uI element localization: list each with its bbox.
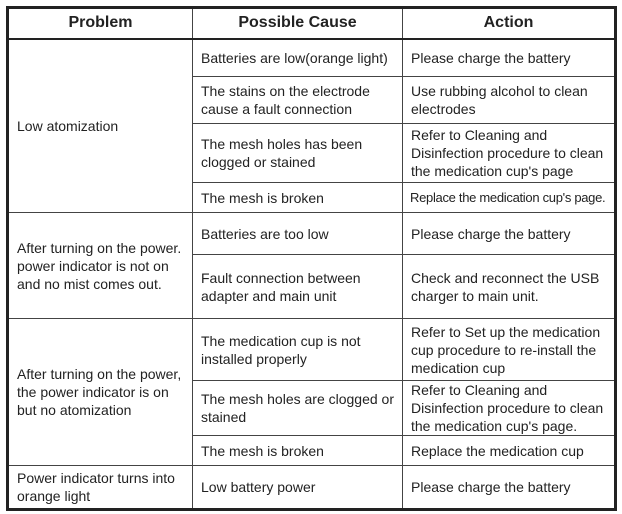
cause-cell: The medication cup is not installed properly — [193, 319, 403, 381]
cause-cell: Batteries are too low — [193, 213, 403, 255]
table-row — [8, 319, 616, 381]
problem-cell: After turning on the power, the power indicator is on but no atomization — [8, 319, 193, 466]
problem-cell: After turning on the power. power indicator is not on and no mist comes out. — [8, 213, 193, 319]
cause-cell: The stains on the electrode cause a fault connection — [193, 77, 403, 124]
header-action: Action — [403, 8, 616, 39]
cause-cell: Low battery power — [193, 466, 403, 510]
action-cell: Please charge the battery — [403, 213, 616, 255]
action-cell: Please charge the battery — [403, 39, 616, 77]
header-row — [8, 8, 616, 39]
problem-cell: Low atomization — [8, 39, 193, 213]
action-cell: Replace the medication cup — [403, 436, 616, 466]
cause-cell: The mesh is broken — [193, 436, 403, 466]
table-row — [8, 213, 616, 255]
action-cell: Use rubbing alcohol to clean electrodes — [403, 77, 616, 124]
action-cell: Replace the medication cup's page. — [403, 183, 616, 213]
action-cell: Refer to Cleaning and Disinfection procedure to clean the medication cup's page — [403, 124, 616, 183]
action-cell: Refer to Cleaning and Disinfection procedure to clean the medication cup's page. — [403, 381, 616, 436]
cause-cell: The mesh is broken — [193, 183, 403, 213]
header-problem: Problem — [8, 8, 193, 39]
action-cell: Refer to Set up the medication cup procedure to re-install the medication cup — [403, 319, 616, 381]
cause-cell: The mesh holes has been clogged or stained — [193, 124, 403, 183]
problem-cell: Power indicator turns into orange light — [8, 466, 193, 510]
table-row — [8, 39, 616, 77]
header-cause: Possible Cause — [193, 8, 403, 39]
troubleshooting-table — [6, 6, 617, 511]
table-row — [8, 466, 616, 510]
action-cell: Check and reconnect the USB charger to main unit. — [403, 255, 616, 319]
action-cell: Please charge the battery — [403, 466, 616, 510]
cause-cell: Fault connection between adapter and main unit — [193, 255, 403, 319]
cause-cell: The mesh holes are clogged or stained — [193, 381, 403, 436]
cause-cell: Batteries are low(orange light) — [193, 39, 403, 77]
